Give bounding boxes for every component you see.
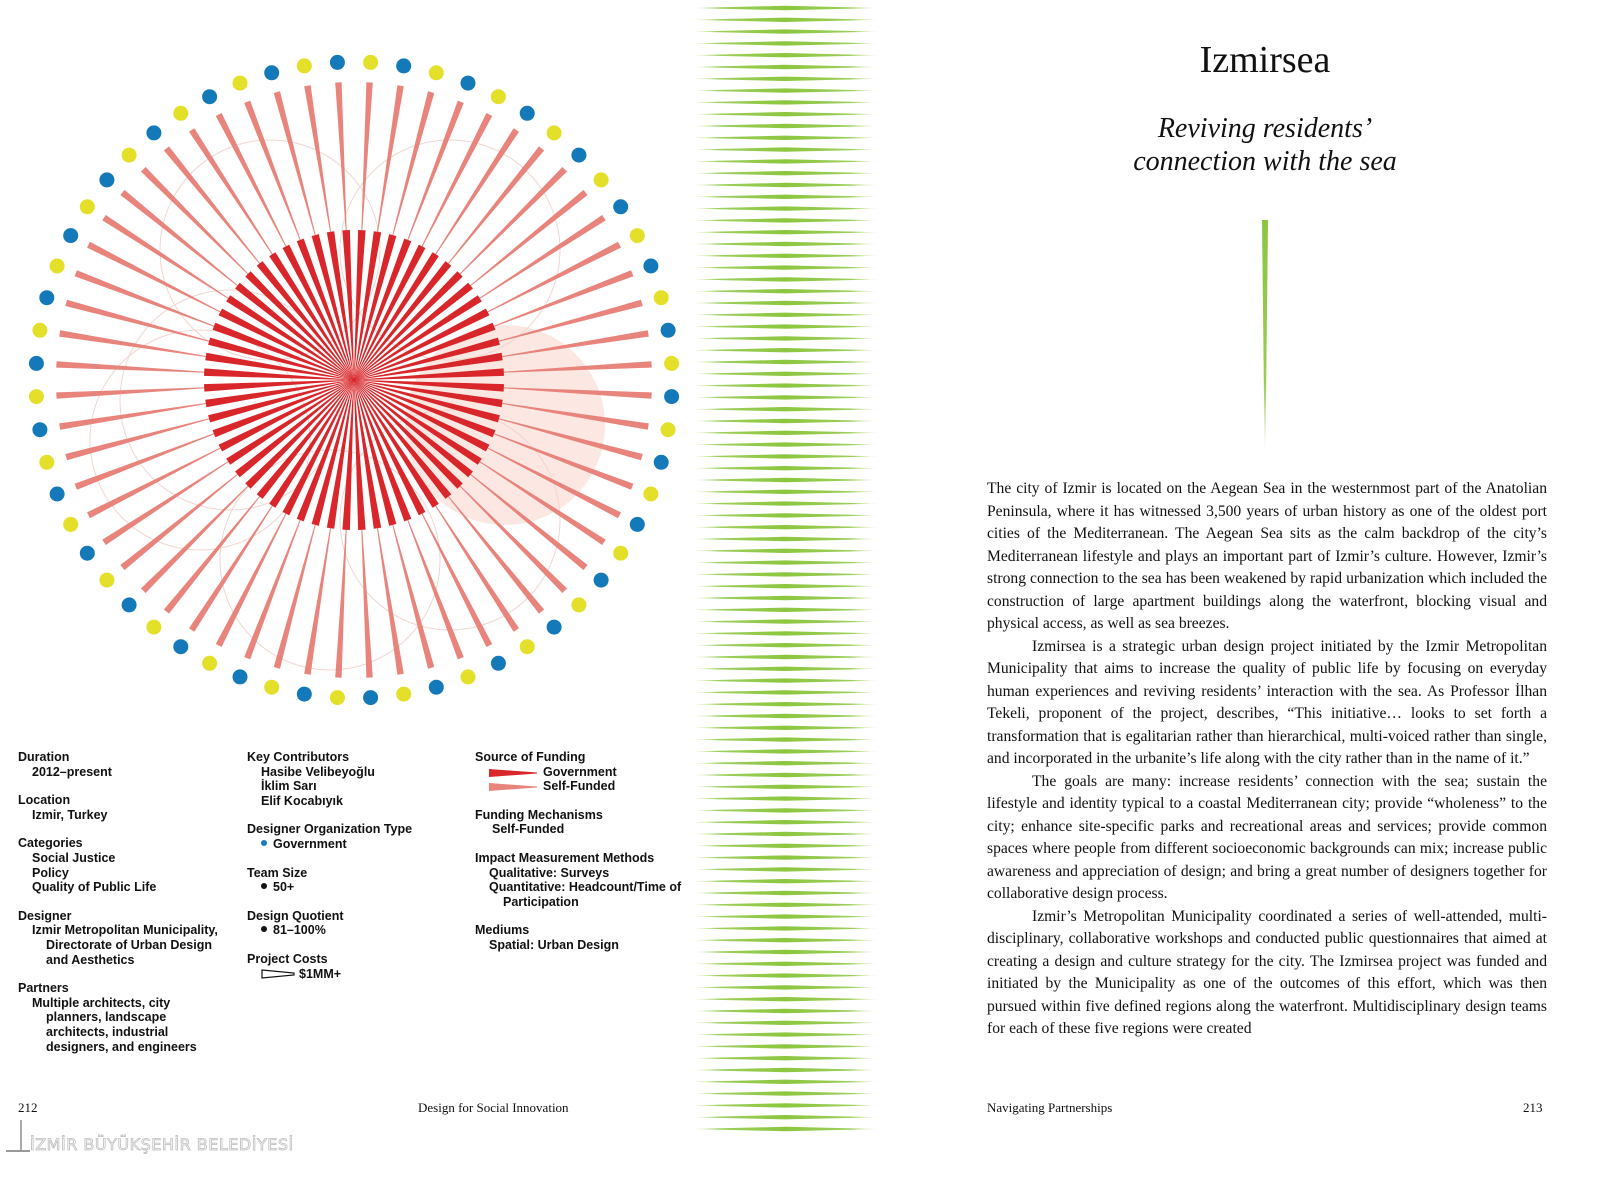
green-stripe-divider xyxy=(690,0,880,1160)
yellow-dot xyxy=(330,690,345,705)
metadata-column-3 xyxy=(475,750,700,967)
location-field xyxy=(18,793,243,822)
field-value: Quality of Public Life xyxy=(32,880,157,895)
green-stripe xyxy=(690,1103,880,1107)
field-value xyxy=(247,837,472,852)
green-stripe xyxy=(690,407,880,411)
green-stripe xyxy=(690,714,880,718)
self-funded-spoke xyxy=(485,270,634,330)
blue-dot xyxy=(429,680,444,695)
yellow-dot xyxy=(50,259,65,274)
green-stripe xyxy=(690,702,880,706)
funding-mechanisms-field xyxy=(475,808,700,837)
field-value: Qualitative: Surveys xyxy=(489,865,610,880)
field-value: Policy xyxy=(32,865,69,880)
green-stripe xyxy=(690,914,880,918)
duration-field xyxy=(18,750,243,779)
field-value xyxy=(247,923,472,938)
blue-dot xyxy=(80,546,95,561)
radial-project-diagram xyxy=(0,0,700,720)
watermark-logo-base xyxy=(6,1150,30,1152)
field-value: Izmir Metropolitan Municipality, Directorate of Urban Design and Aesthetics xyxy=(32,923,218,967)
blue-dot xyxy=(363,690,378,705)
green-stripe xyxy=(690,631,880,635)
green-stripe xyxy=(690,289,880,293)
designer-field xyxy=(18,909,243,967)
metadata-column-2 xyxy=(247,750,472,995)
team-size-field xyxy=(247,866,472,895)
green-stripe xyxy=(690,112,880,116)
green-stripe xyxy=(690,18,880,22)
green-stripe xyxy=(690,454,880,458)
yellow-dot xyxy=(233,76,248,91)
green-stripe xyxy=(690,926,880,930)
body-paragraph: Izmir’s Metropolitan Municipality coordinated a series of well-attended, multi-disciplinary, collaborative workshops and conducted public questionnaires that aimed at creating a design and culture strategy for the city. The Izmirsea project was funded and initiated by the Municipality as one of the outcomes of this effort, which was then pursued within five defined regions along the waterfront. Multidisciplinary design teams for each of these five regions were created xyxy=(987,907,1547,1037)
body-paragraph: The goals are many: increase residents’ connection with the sea; sustain the lifestyle and identity typical to a coastal Mediterranean city; provide “wholeness” to the city; enhance site-specific parks and recreational areas and services; provide common spaces where people from different socioeconomic backgrounds can mix; increase public awareness and appreciation of design; and bring a great number of designers together for collaborative design process. xyxy=(987,772,1547,902)
field-value: Elif Kocabıyık xyxy=(261,793,343,808)
blue-dot xyxy=(547,620,562,635)
field-value xyxy=(475,765,700,780)
green-stripe xyxy=(690,41,880,45)
blue-dot xyxy=(29,356,44,371)
blue-dot xyxy=(202,89,217,104)
green-stripe xyxy=(690,383,880,387)
green-stripe xyxy=(690,124,880,128)
metadata-column-1 xyxy=(18,750,243,1068)
green-stripe xyxy=(690,549,880,553)
green-stripe xyxy=(690,218,880,222)
green-stripe xyxy=(690,419,880,423)
blue-dot xyxy=(264,65,279,80)
blue-dot xyxy=(122,597,137,612)
green-stripe xyxy=(690,773,880,777)
green-stripe xyxy=(690,643,880,647)
yellow-dot xyxy=(39,455,54,470)
green-stripe xyxy=(690,879,880,883)
yellow-dot xyxy=(643,487,658,502)
green-stripe xyxy=(690,950,880,954)
yellow-dot xyxy=(571,597,586,612)
green-stripe xyxy=(690,65,880,69)
article-title: Izmirsea xyxy=(1199,39,1331,81)
self-funded-spoke xyxy=(75,430,224,490)
green-stripe xyxy=(690,431,880,435)
yellow-dot xyxy=(630,228,645,243)
green-stripe xyxy=(690,206,880,210)
field-label: Project Costs xyxy=(247,951,328,966)
yellow-dot xyxy=(664,356,679,371)
yellow-dot xyxy=(461,669,476,684)
field-value xyxy=(247,880,472,895)
self-funded-spoke xyxy=(335,82,347,240)
blue-dot xyxy=(173,639,188,654)
impact-measurement-field xyxy=(475,851,700,909)
blue-dot xyxy=(50,487,65,502)
blue-dot xyxy=(32,422,47,437)
self-funded-spoke xyxy=(376,85,404,242)
field-label: Source of Funding xyxy=(475,750,586,764)
green-stripe xyxy=(690,608,880,612)
green-stripe xyxy=(690,1032,880,1036)
blue-dot xyxy=(297,687,312,702)
green-stripe xyxy=(690,501,880,505)
green-stripe xyxy=(690,490,880,494)
subtitle-line: connection with the sea xyxy=(1133,146,1397,177)
quotient-dot-icon xyxy=(261,926,267,932)
right-running-footer: Navigating Partnerships xyxy=(987,1100,1113,1115)
mediums-field xyxy=(475,923,700,952)
green-stripe xyxy=(690,100,880,104)
green-stripe xyxy=(690,726,880,730)
green-stripe xyxy=(690,324,880,328)
self-funded-spoke xyxy=(335,520,347,678)
green-stripe xyxy=(690,159,880,163)
field-label: Impact Measurement Methods xyxy=(475,850,655,865)
value-text: 50+ xyxy=(273,880,295,895)
green-stripe xyxy=(690,336,880,340)
right-page-number: 213 xyxy=(1523,1100,1543,1115)
green-accent-rule xyxy=(1262,220,1268,452)
yellow-dot xyxy=(429,65,444,80)
blue-dot xyxy=(571,148,586,163)
field-value: Hasibe Velibeyoğlu xyxy=(261,764,375,779)
blue-dot xyxy=(461,76,476,91)
green-stripe xyxy=(690,313,880,317)
field-label: Mediums xyxy=(475,923,530,938)
green-stripe xyxy=(690,513,880,517)
field-value: Izmir, Turkey xyxy=(32,807,108,822)
green-stripe xyxy=(690,844,880,848)
blue-dot xyxy=(63,228,78,243)
self-funded-spoke xyxy=(59,330,216,358)
green-stripe xyxy=(690,442,880,446)
green-stripe xyxy=(690,466,880,470)
green-stripe xyxy=(690,6,880,10)
green-stripe xyxy=(690,938,880,942)
green-stripe xyxy=(690,88,880,92)
green-stripe xyxy=(690,372,880,376)
yellow-dot xyxy=(613,546,628,561)
green-stripe xyxy=(690,832,880,836)
green-stripe xyxy=(690,1091,880,1095)
green-stripe xyxy=(690,690,880,694)
yellow-dot xyxy=(547,125,562,140)
green-stripe xyxy=(690,1115,880,1119)
self-funded-spoke xyxy=(361,82,373,240)
value-text: Self-Funded xyxy=(543,779,616,794)
green-stripe xyxy=(690,1056,880,1060)
yellow-dot xyxy=(29,389,44,404)
green-stripe xyxy=(690,147,880,151)
yellow-dot xyxy=(264,680,279,695)
green-stripe xyxy=(690,761,880,765)
blue-dot xyxy=(99,172,114,187)
blue-dot xyxy=(520,106,535,121)
value-text: Government xyxy=(273,836,347,851)
field-label: Team Size xyxy=(247,865,308,880)
yellow-dot xyxy=(32,323,47,338)
self-funded-spoke xyxy=(244,101,304,250)
green-stripe xyxy=(690,855,880,859)
value-text: Government xyxy=(543,764,617,779)
field-label: Partners xyxy=(18,981,69,996)
yellow-dot xyxy=(661,422,676,437)
yellow-dot xyxy=(491,89,506,104)
field-label: Key Contributors xyxy=(247,750,350,764)
green-stripe xyxy=(690,678,880,682)
self-funded-spoke xyxy=(404,511,464,660)
green-stripe xyxy=(690,77,880,81)
blue-dot xyxy=(396,58,411,73)
green-stripe xyxy=(690,242,880,246)
green-stripe xyxy=(690,785,880,789)
green-stripe xyxy=(690,360,880,364)
yellow-dot xyxy=(520,639,535,654)
green-stripe xyxy=(690,195,880,199)
green-stripe xyxy=(690,1080,880,1084)
green-stripe xyxy=(690,667,880,671)
field-value: Quantitative: Headcount/Time of Participation xyxy=(489,880,682,909)
yellow-dot xyxy=(297,58,312,73)
green-stripe xyxy=(690,655,880,659)
green-stripe xyxy=(690,230,880,234)
government-wedge-icon xyxy=(489,769,537,777)
blue-dot xyxy=(661,323,676,338)
yellow-dot xyxy=(594,172,609,187)
project-costs-field xyxy=(247,952,472,981)
subtitle-line: Reviving residents’ xyxy=(1157,113,1373,144)
blue-dot xyxy=(613,199,628,214)
yellow-dot xyxy=(363,55,378,70)
body-paragraph: The city of Izmir is located on the Aegean Sea in the westernmost part of the Anatolian Peninsula, where it has witnessed 3,500 years of urban history as one of the oldest port cities of the Mediterranean. The Aegean Sea sits as the calm backdrop of the city’s Mediterranean lifestyle and plays an important part of Izmir’s culture. However, Izmir’s strong connection to the sea has been weakened by rapid urbanization which included the construction of large apartment buildings along the waterfront, blocking visual and physical access, as well as sea breezes. xyxy=(987,480,1547,632)
green-stripe xyxy=(690,584,880,588)
blue-dot xyxy=(630,517,645,532)
blue-dot xyxy=(233,669,248,684)
blue-dot xyxy=(664,389,679,404)
green-stripe xyxy=(690,1009,880,1013)
field-value: Self-Funded xyxy=(492,822,565,837)
blue-dot xyxy=(39,290,54,305)
green-stripe xyxy=(690,973,880,977)
green-stripe xyxy=(690,478,880,482)
self-funded-spoke xyxy=(56,387,214,399)
field-label: Designer Organization Type xyxy=(247,822,413,837)
government-dot-icon xyxy=(261,840,267,846)
green-stripe xyxy=(690,537,880,541)
field-label: Funding Mechanisms xyxy=(475,807,603,822)
field-value: 2012–present xyxy=(32,764,112,779)
self-funded-spoke xyxy=(59,402,216,430)
source-of-funding-field xyxy=(475,750,700,794)
green-stripe xyxy=(690,1068,880,1072)
field-value xyxy=(247,967,472,982)
yellow-dot xyxy=(146,620,161,635)
green-stripe xyxy=(690,749,880,753)
blue-dot xyxy=(491,656,506,671)
yellow-dot xyxy=(80,199,95,214)
blue-dot xyxy=(146,125,161,140)
green-stripe xyxy=(690,171,880,175)
yellow-dot xyxy=(654,290,669,305)
key-contributors-field xyxy=(247,750,472,808)
article-subtitle xyxy=(1080,112,1450,178)
self-funded-spoke xyxy=(75,270,224,330)
green-stripe xyxy=(690,737,880,741)
blue-dot xyxy=(330,55,345,70)
green-stripe xyxy=(690,301,880,305)
field-label: Categories xyxy=(18,836,83,851)
self-funded-spoke xyxy=(376,518,404,675)
yellow-dot xyxy=(63,517,78,532)
yellow-dot xyxy=(173,106,188,121)
field-label: Designer xyxy=(18,908,72,923)
field-value xyxy=(475,779,700,794)
self-funded-spoke xyxy=(304,518,332,675)
field-value: İklim Sarı xyxy=(261,779,317,794)
designer-org-type-field xyxy=(247,822,472,851)
yellow-dot xyxy=(396,687,411,702)
green-stripe xyxy=(690,596,880,600)
field-value: Social Justice xyxy=(32,850,116,865)
field-value: Multiple architects, city planners, landscape architects, industrial designers, and engineers xyxy=(32,995,197,1054)
article-body xyxy=(987,478,1547,1041)
field-value: Spatial: Urban Design xyxy=(489,937,619,952)
team-size-dot-icon xyxy=(261,883,267,889)
green-stripe xyxy=(690,891,880,895)
green-stripe xyxy=(690,53,880,57)
green-stripe xyxy=(690,1021,880,1025)
green-stripe xyxy=(690,962,880,966)
field-label: Duration xyxy=(18,750,70,764)
green-stripe xyxy=(690,348,880,352)
blue-dot xyxy=(594,573,609,588)
categories-field xyxy=(18,836,243,894)
green-stripe xyxy=(690,997,880,1001)
watermark-logo-icon xyxy=(20,1120,22,1150)
green-stripe xyxy=(690,136,880,140)
green-stripe xyxy=(690,619,880,623)
self-funded-spoke xyxy=(56,361,214,373)
cost-wedge-icon xyxy=(261,969,295,979)
green-stripe xyxy=(690,1044,880,1048)
self-funded-spoke xyxy=(404,101,464,250)
green-stripe xyxy=(690,867,880,871)
green-stripe xyxy=(690,985,880,989)
value-text: $1MM+ xyxy=(299,966,342,981)
green-stripe xyxy=(690,183,880,187)
green-stripe xyxy=(690,1127,880,1131)
field-label: Design Quotient xyxy=(247,908,344,923)
blue-dot xyxy=(654,455,669,470)
self-funded-spoke xyxy=(244,511,304,660)
self-funded-spoke xyxy=(304,85,332,242)
green-stripe xyxy=(690,820,880,824)
green-stripe xyxy=(690,808,880,812)
blue-dot xyxy=(643,259,658,274)
self-funded-wedge-icon xyxy=(489,783,537,791)
green-stripe xyxy=(690,560,880,564)
self-funded-spoke xyxy=(361,520,373,678)
left-page-number: 212 xyxy=(18,1100,38,1115)
green-stripe xyxy=(690,265,880,269)
yellow-dot xyxy=(99,573,114,588)
yellow-dot xyxy=(122,148,137,163)
green-stripe xyxy=(690,254,880,258)
left-running-footer: Design for Social Innovation xyxy=(418,1100,569,1115)
green-stripe xyxy=(690,903,880,907)
green-stripe xyxy=(690,525,880,529)
partners-field xyxy=(18,981,243,1054)
field-label: Location xyxy=(18,793,71,808)
green-stripe xyxy=(690,29,880,33)
watermark-text: İZMİR BÜYÜKŞEHİR BELEDİYESİ xyxy=(30,1135,294,1154)
green-stripe xyxy=(690,395,880,399)
green-stripe xyxy=(690,572,880,576)
green-stripe xyxy=(690,277,880,281)
green-stripe xyxy=(690,796,880,800)
body-paragraph: Izmirsea is a strategic urban design project initiated by the Izmir Metropolitan Municipality that aims to increase the quality of public life by focusing on everyday human experiences and reviving residents’ interaction with the sea. As Professor İlhan Tekeli, proponent of the project, describes, “This initiative… looks to set forth a transformation that is egalitarian rather than hierarchical, multi-voiced rather than single, and incorporated in the urbanite’s life along with the city rather than in the name of it.” xyxy=(987,637,1547,767)
design-quotient-field xyxy=(247,909,472,938)
yellow-dot xyxy=(202,656,217,671)
value-text: 81–100% xyxy=(273,923,326,938)
